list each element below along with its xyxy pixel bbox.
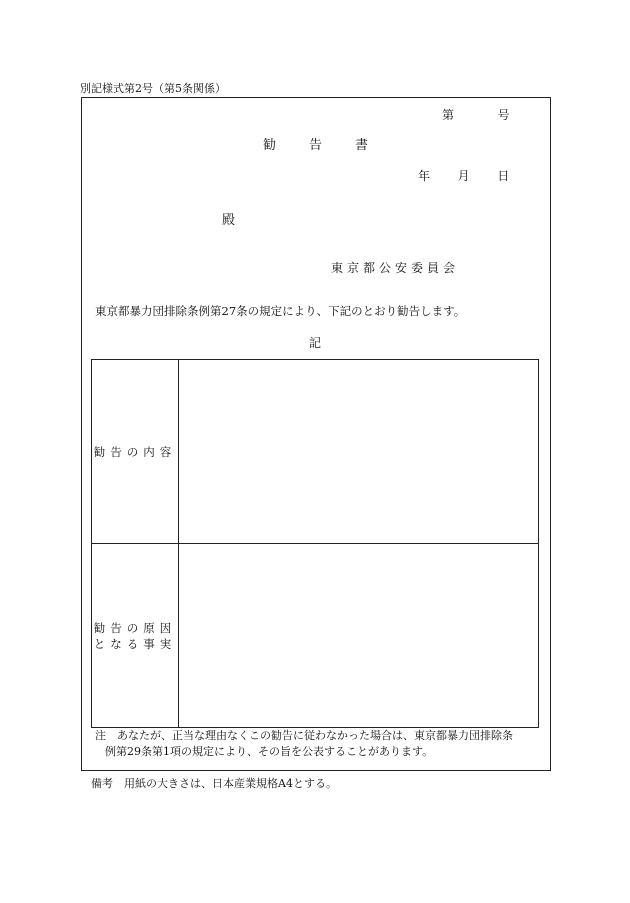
issuer-name: 東京都公安委員会 [331,261,460,275]
table-row-content [92,360,538,544]
cause-label-line2: となる事実 [93,636,177,651]
note [95,728,513,760]
number-dai: 第 [442,108,455,122]
remark: 備考 用紙の大きさは、日本産業規格A4とする。 [91,777,337,790]
content-table [91,359,539,728]
cause-value-cell [179,544,538,727]
date-year: 年 [418,169,431,183]
date-line [418,169,509,183]
form-label: 別記様式第2号（第5条関係） [80,82,226,95]
cause-label-cell [92,544,179,727]
note-line1: 注 あなたが、正当な理由なくこの勧告に従わなかった場合は、東京都暴力団排除条 [95,729,513,742]
content-label: 勧告の内容 [93,444,177,459]
date-day: 日 [497,169,510,183]
note-line2: 例第29条第1項の規定により、その旨を公表することがあります。 [105,745,434,758]
body-text: 東京都暴力団排除条例第27条の規定により、下記のとおり勧告します。 [95,304,466,318]
document-number-line [442,108,510,122]
cause-label-line1: 勧告の原因 [93,620,177,635]
number-go: 号 [497,108,510,122]
document-title: 勧告書 [263,138,402,153]
date-month: 月 [457,169,470,183]
content-label-cell [92,360,179,543]
table-row-cause [92,544,538,727]
addressee-honorific: 殿 [222,213,236,228]
content-value-cell [179,360,538,543]
ki-label: 記 [309,336,322,350]
